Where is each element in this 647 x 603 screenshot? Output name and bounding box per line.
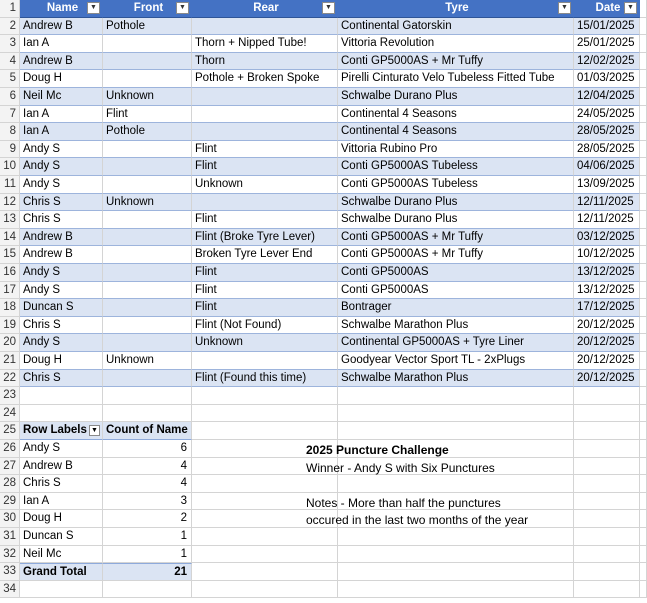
cell-rear[interactable]	[192, 194, 338, 212]
filter-dropdown-icon[interactable]: ▼	[87, 2, 100, 14]
row-number[interactable]: 11	[0, 176, 20, 194]
cell-tyre[interactable]: Conti GP5000AS + Mr Tuffy	[338, 246, 574, 264]
table-row	[0, 264, 647, 282]
cell[interactable]	[640, 581, 647, 599]
filter-dropdown-icon[interactable]: ▼	[624, 2, 637, 14]
cell-name[interactable]: Ian A	[20, 123, 103, 141]
cell[interactable]	[574, 458, 640, 476]
cell[interactable]	[192, 387, 338, 405]
cell-rear[interactable]: Thorn + Nipped Tube!	[192, 35, 338, 53]
column-header-label: Rear	[253, 2, 279, 14]
cell[interactable]	[192, 563, 338, 581]
cell-tyre[interactable]: Conti GP5000AS	[338, 264, 574, 282]
cell-front[interactable]	[103, 229, 192, 247]
cell-front[interactable]	[103, 246, 192, 264]
pivot-count-header[interactable]: Count of Name	[103, 422, 192, 440]
pivot-row-label[interactable]: Chris S	[20, 475, 103, 493]
cell-date[interactable]: 20/12/2025	[574, 352, 640, 370]
pivot-row-label[interactable]: Neil Mc	[20, 546, 103, 564]
column-header-tyre[interactable]	[338, 0, 574, 18]
cell-front[interactable]: Flint	[103, 106, 192, 124]
sheet-row	[0, 422, 647, 440]
cell[interactable]	[640, 317, 647, 335]
pivot-row-label[interactable]: Andy S	[20, 440, 103, 458]
table-row	[0, 246, 647, 264]
cell[interactable]	[640, 563, 647, 581]
column-header-label: Date	[595, 2, 621, 14]
pivot-row-label[interactable]: Duncan S	[20, 528, 103, 546]
cell[interactable]	[574, 440, 640, 458]
cell-rear[interactable]: Thorn	[192, 53, 338, 71]
cell[interactable]	[338, 581, 574, 599]
column-header-date[interactable]	[574, 0, 640, 18]
cell-date[interactable]: 15/01/2025	[574, 18, 640, 36]
cell-tyre[interactable]: Continental 4 Seasons	[338, 106, 574, 124]
cell-name[interactable]: Chris S	[20, 211, 103, 229]
column-header-front[interactable]	[103, 0, 192, 18]
cell[interactable]	[640, 440, 647, 458]
table-row	[0, 317, 647, 335]
cell-date[interactable]: 13/09/2025	[574, 176, 640, 194]
cell-tyre[interactable]: Continental GP5000AS + Tyre Liner	[338, 334, 574, 352]
cell[interactable]	[192, 475, 338, 493]
cell-rear[interactable]	[192, 18, 338, 36]
cell[interactable]	[20, 387, 103, 405]
cell[interactable]	[574, 563, 640, 581]
cell-date[interactable]: 17/12/2025	[574, 299, 640, 317]
row-number[interactable]: 31	[0, 528, 20, 546]
cell-name[interactable]: Doug H	[20, 70, 103, 88]
cell-front[interactable]	[103, 282, 192, 300]
table-row	[0, 70, 647, 88]
cell[interactable]	[574, 528, 640, 546]
cell-front[interactable]	[103, 70, 192, 88]
cell-rear[interactable]: Flint	[192, 158, 338, 176]
column-header-label: Front	[133, 2, 164, 14]
cell[interactable]	[640, 405, 647, 423]
row-number[interactable]: 1	[0, 0, 20, 18]
pivot-grand-total-label[interactable]: Grand Total	[20, 563, 103, 581]
cell-tyre[interactable]: Schwalbe Durano Plus	[338, 88, 574, 106]
cell-name[interactable]: Andy S	[20, 282, 103, 300]
table-row	[0, 299, 647, 317]
row-number[interactable]: 8	[0, 123, 20, 141]
sheet-row	[0, 405, 647, 423]
cell[interactable]	[640, 458, 647, 476]
cell-rear[interactable]: Flint (Broke Tyre Lever)	[192, 229, 338, 247]
table-row	[0, 158, 647, 176]
pivot-row-count[interactable]: 2	[103, 510, 192, 528]
row-number[interactable]: 4	[0, 53, 20, 71]
cell[interactable]	[338, 387, 574, 405]
cell-name[interactable]: Ian A	[20, 106, 103, 124]
cell-date[interactable]: 24/05/2025	[574, 106, 640, 124]
row-number[interactable]: 9	[0, 141, 20, 159]
cell[interactable]	[338, 475, 574, 493]
table-row	[0, 123, 647, 141]
table-row	[0, 18, 647, 36]
cell[interactable]	[640, 264, 647, 282]
table-row	[0, 334, 647, 352]
table-row	[0, 35, 647, 53]
table-row	[0, 229, 647, 247]
cell-rear[interactable]: Unknown	[192, 334, 338, 352]
cell-date[interactable]: 20/12/2025	[574, 334, 640, 352]
row-number[interactable]: 10	[0, 158, 20, 176]
cell-front[interactable]: Unknown	[103, 352, 192, 370]
cell[interactable]	[640, 70, 647, 88]
cell-front[interactable]	[103, 299, 192, 317]
cell-date[interactable]: 12/04/2025	[574, 88, 640, 106]
cell-tyre[interactable]: Schwalbe Durano Plus	[338, 194, 574, 212]
pivot-grand-total-value[interactable]: 21	[103, 563, 192, 581]
row-number[interactable]: 34	[0, 581, 20, 599]
row-number[interactable]: 19	[0, 317, 20, 335]
cell[interactable]	[192, 405, 338, 423]
cell-name[interactable]: Andy S	[20, 158, 103, 176]
cell[interactable]	[338, 546, 574, 564]
cell-tyre[interactable]: Pirelli Cinturato Velo Tubeless Fitted Tube	[338, 70, 574, 88]
row-number[interactable]: 25	[0, 422, 20, 440]
sheet-row	[0, 563, 647, 581]
cell[interactable]	[640, 493, 647, 511]
table-row	[0, 141, 647, 159]
cell-front[interactable]	[103, 35, 192, 53]
sheet-row	[0, 581, 647, 599]
cell-front[interactable]	[103, 53, 192, 71]
cell-date[interactable]: 12/02/2025	[574, 53, 640, 71]
cell[interactable]	[192, 546, 338, 564]
row-number[interactable]: 7	[0, 106, 20, 124]
row-number[interactable]: 6	[0, 88, 20, 106]
cell-rear[interactable]: Flint	[192, 299, 338, 317]
pivot-row-count[interactable]: 4	[103, 475, 192, 493]
cell-tyre[interactable]: Continental Gatorskin	[338, 18, 574, 36]
cell[interactable]	[574, 546, 640, 564]
cell[interactable]	[640, 546, 647, 564]
pivot-row-count[interactable]: 1	[103, 546, 192, 564]
cell-name[interactable]: Duncan S	[20, 299, 103, 317]
cell-rear[interactable]: Flint (Found this time)	[192, 370, 338, 388]
row-number[interactable]: 5	[0, 70, 20, 88]
row-number[interactable]: 15	[0, 246, 20, 264]
pivot-row-count[interactable]: 4	[103, 458, 192, 476]
filter-dropdown-icon[interactable]: ▼	[176, 2, 189, 14]
cell[interactable]	[574, 510, 640, 528]
cell-front[interactable]: Pothole	[103, 123, 192, 141]
table-row	[0, 282, 647, 300]
cell-name[interactable]: Ian A	[20, 35, 103, 53]
cell[interactable]	[640, 299, 647, 317]
cell-tyre[interactable]: Vittoria Revolution	[338, 35, 574, 53]
cell-tyre[interactable]: Bontrager	[338, 299, 574, 317]
pivot-row-count[interactable]: 3	[103, 493, 192, 511]
row-number[interactable]: 2	[0, 18, 20, 36]
cell-rear[interactable]: Pothole + Broken Spoke	[192, 70, 338, 88]
cell[interactable]	[574, 475, 640, 493]
row-number[interactable]: 18	[0, 299, 20, 317]
table-row	[0, 106, 647, 124]
cell[interactable]	[640, 528, 647, 546]
cell[interactable]	[574, 581, 640, 599]
cell[interactable]	[192, 581, 338, 599]
column-header-name[interactable]	[20, 0, 103, 18]
table-row	[0, 88, 647, 106]
cell-rear[interactable]	[192, 88, 338, 106]
cell[interactable]	[103, 387, 192, 405]
pivot-row-count[interactable]: 6	[103, 440, 192, 458]
notes-line-2: occured in the last two months of the year	[306, 513, 529, 527]
cell-tyre[interactable]: Continental 4 Seasons	[338, 123, 574, 141]
cell-rear[interactable]: Broken Tyre Lever End	[192, 246, 338, 264]
cell-front[interactable]	[103, 334, 192, 352]
row-number[interactable]: 29	[0, 493, 20, 511]
cell-name[interactable]: Chris S	[20, 317, 103, 335]
cell[interactable]	[640, 158, 647, 176]
cell[interactable]	[640, 211, 647, 229]
cell-tyre[interactable]: Vittoria Rubino Pro	[338, 141, 574, 159]
row-number[interactable]: 16	[0, 264, 20, 282]
cell[interactable]	[192, 422, 338, 440]
pivot-row-label[interactable]: Doug H	[20, 510, 103, 528]
cell-name[interactable]: Andy S	[20, 334, 103, 352]
pivot-row-label[interactable]: Andrew B	[20, 458, 103, 476]
cell[interactable]	[338, 405, 574, 423]
table-row	[0, 53, 647, 71]
cell-front[interactable]	[103, 264, 192, 282]
sheet-row	[0, 387, 647, 405]
row-number[interactable]: 26	[0, 440, 20, 458]
cell[interactable]	[640, 88, 647, 106]
cell-date[interactable]: 01/03/2025	[574, 70, 640, 88]
cell-tyre[interactable]: Schwalbe Marathon Plus	[338, 370, 574, 388]
cell[interactable]	[640, 282, 647, 300]
sheet-row	[0, 0, 647, 18]
cell-front[interactable]: Unknown	[103, 88, 192, 106]
cell[interactable]	[640, 18, 647, 36]
cell[interactable]	[640, 123, 647, 141]
cell-rear[interactable]: Flint	[192, 282, 338, 300]
cell[interactable]	[640, 35, 647, 53]
cell[interactable]	[192, 528, 338, 546]
cell-date[interactable]: 20/12/2025	[574, 370, 640, 388]
cell-date[interactable]: 28/05/2025	[574, 141, 640, 159]
cell[interactable]	[640, 510, 647, 528]
cell-rear[interactable]: Flint (Not Found)	[192, 317, 338, 335]
cell-tyre[interactable]: Conti GP5000AS + Mr Tuffy	[338, 229, 574, 247]
cell-front[interactable]	[103, 158, 192, 176]
filter-dropdown-icon[interactable]: ▼	[322, 2, 335, 14]
row-number[interactable]: 24	[0, 405, 20, 423]
cell-name[interactable]: Andy S	[20, 141, 103, 159]
cell[interactable]	[103, 581, 192, 599]
pivot-row	[0, 528, 647, 546]
cell-rear[interactable]	[192, 106, 338, 124]
cell[interactable]	[640, 475, 647, 493]
filter-dropdown-icon[interactable]: ▼	[558, 2, 571, 14]
pivot-row-labels-header[interactable]	[20, 422, 103, 440]
row-number[interactable]: 22	[0, 370, 20, 388]
row-number[interactable]: 13	[0, 211, 20, 229]
row-number[interactable]: 21	[0, 352, 20, 370]
cell-name[interactable]: Andy S	[20, 264, 103, 282]
cell[interactable]	[574, 405, 640, 423]
table-row	[0, 370, 647, 388]
cell-date[interactable]: 12/11/2025	[574, 211, 640, 229]
cell-tyre[interactable]: Schwalbe Durano Plus	[338, 211, 574, 229]
table-row	[0, 176, 647, 194]
column-header-label: Name	[46, 2, 79, 14]
cell[interactable]	[574, 387, 640, 405]
pivot-row-label[interactable]: Ian A	[20, 493, 103, 511]
column-header-rear[interactable]	[192, 0, 338, 18]
cell-rear[interactable]: Flint	[192, 141, 338, 159]
cell-front[interactable]: Pothole	[103, 18, 192, 36]
pivot-row	[0, 475, 647, 493]
cell[interactable]	[640, 53, 647, 71]
cell[interactable]	[640, 194, 647, 212]
challenge-title: 2025 Puncture Challenge	[306, 443, 449, 457]
cell[interactable]	[338, 563, 574, 581]
column-header-label: Tyre	[445, 2, 469, 14]
pivot-row	[0, 546, 647, 564]
table-row	[0, 211, 647, 229]
row-number[interactable]: 30	[0, 510, 20, 528]
pivot-row-count[interactable]: 1	[103, 528, 192, 546]
cell-name[interactable]: Andrew B	[20, 246, 103, 264]
challenge-winner: Winner - Andy S with Six Punctures	[306, 461, 495, 475]
cell-name[interactable]: Andrew B	[20, 53, 103, 71]
cell-tyre[interactable]: Conti GP5000AS + Mr Tuffy	[338, 53, 574, 71]
cell[interactable]	[640, 141, 647, 159]
cell-date[interactable]: 13/12/2025	[574, 282, 640, 300]
cell-rear[interactable]	[192, 352, 338, 370]
cell[interactable]	[640, 387, 647, 405]
row-number[interactable]: 20	[0, 334, 20, 352]
row-number[interactable]: 14	[0, 229, 20, 247]
table-row	[0, 194, 647, 212]
cell-front[interactable]	[103, 176, 192, 194]
cell-date[interactable]: 04/06/2025	[574, 158, 640, 176]
cell-front[interactable]	[103, 317, 192, 335]
pivot-row-labels-label: Row Labels	[23, 424, 87, 437]
cell[interactable]	[338, 528, 574, 546]
cell-tyre[interactable]: Conti GP5000AS Tubeless	[338, 176, 574, 194]
cell-name[interactable]: Andrew B	[20, 229, 103, 247]
cell-rear[interactable]	[192, 123, 338, 141]
cell[interactable]	[640, 106, 647, 124]
cell-rear[interactable]: Unknown	[192, 176, 338, 194]
cell[interactable]	[640, 246, 647, 264]
cell-front[interactable]	[103, 211, 192, 229]
cell[interactable]	[640, 370, 647, 388]
cell[interactable]	[640, 0, 647, 18]
cell[interactable]	[640, 334, 647, 352]
row-number[interactable]: 3	[0, 35, 20, 53]
row-number[interactable]: 17	[0, 282, 20, 300]
cell-name[interactable]: Chris S	[20, 370, 103, 388]
cell[interactable]	[338, 422, 574, 440]
cell-tyre[interactable]: Conti GP5000AS Tubeless	[338, 158, 574, 176]
row-number[interactable]: 33	[0, 563, 20, 581]
cell[interactable]	[20, 581, 103, 599]
cell-name[interactable]: Doug H	[20, 352, 103, 370]
cell-date[interactable]: 20/12/2025	[574, 317, 640, 335]
cell-name[interactable]: Andrew B	[20, 18, 103, 36]
cell[interactable]	[103, 405, 192, 423]
row-number[interactable]: 12	[0, 194, 20, 212]
cell[interactable]	[640, 229, 647, 247]
cell-name[interactable]: Andy S	[20, 176, 103, 194]
cell-tyre[interactable]: Goodyear Vector Sport TL - 2xPlugs	[338, 352, 574, 370]
cell[interactable]	[640, 176, 647, 194]
cell-date[interactable]: 28/05/2025	[574, 123, 640, 141]
cell-date[interactable]: 03/12/2025	[574, 229, 640, 247]
row-number[interactable]: 23	[0, 387, 20, 405]
cell-tyre[interactable]: Conti GP5000AS	[338, 282, 574, 300]
cell[interactable]	[20, 405, 103, 423]
row-number[interactable]: 28	[0, 475, 20, 493]
cell[interactable]	[574, 493, 640, 511]
notes-line-1: Notes - More than half the punctures	[306, 496, 501, 510]
cell-rear[interactable]: Flint	[192, 211, 338, 229]
cell-front[interactable]: Unknown	[103, 194, 192, 212]
cell-name[interactable]: Neil Mc	[20, 88, 103, 106]
sort-filter-icon[interactable]: ▼	[89, 425, 100, 436]
table-row	[0, 352, 647, 370]
cell-tyre[interactable]: Schwalbe Marathon Plus	[338, 317, 574, 335]
cell-date[interactable]: 25/01/2025	[574, 35, 640, 53]
cell-date[interactable]: 12/11/2025	[574, 194, 640, 212]
cell-date[interactable]: 10/12/2025	[574, 246, 640, 264]
cell[interactable]	[574, 422, 640, 440]
cell-front[interactable]	[103, 141, 192, 159]
cell-front[interactable]	[103, 370, 192, 388]
row-number[interactable]: 32	[0, 546, 20, 564]
row-number[interactable]: 27	[0, 458, 20, 476]
cell-rear[interactable]: Flint	[192, 264, 338, 282]
cell-name[interactable]: Chris S	[20, 194, 103, 212]
cell[interactable]	[640, 422, 647, 440]
cell[interactable]	[640, 352, 647, 370]
cell-date[interactable]: 13/12/2025	[574, 264, 640, 282]
